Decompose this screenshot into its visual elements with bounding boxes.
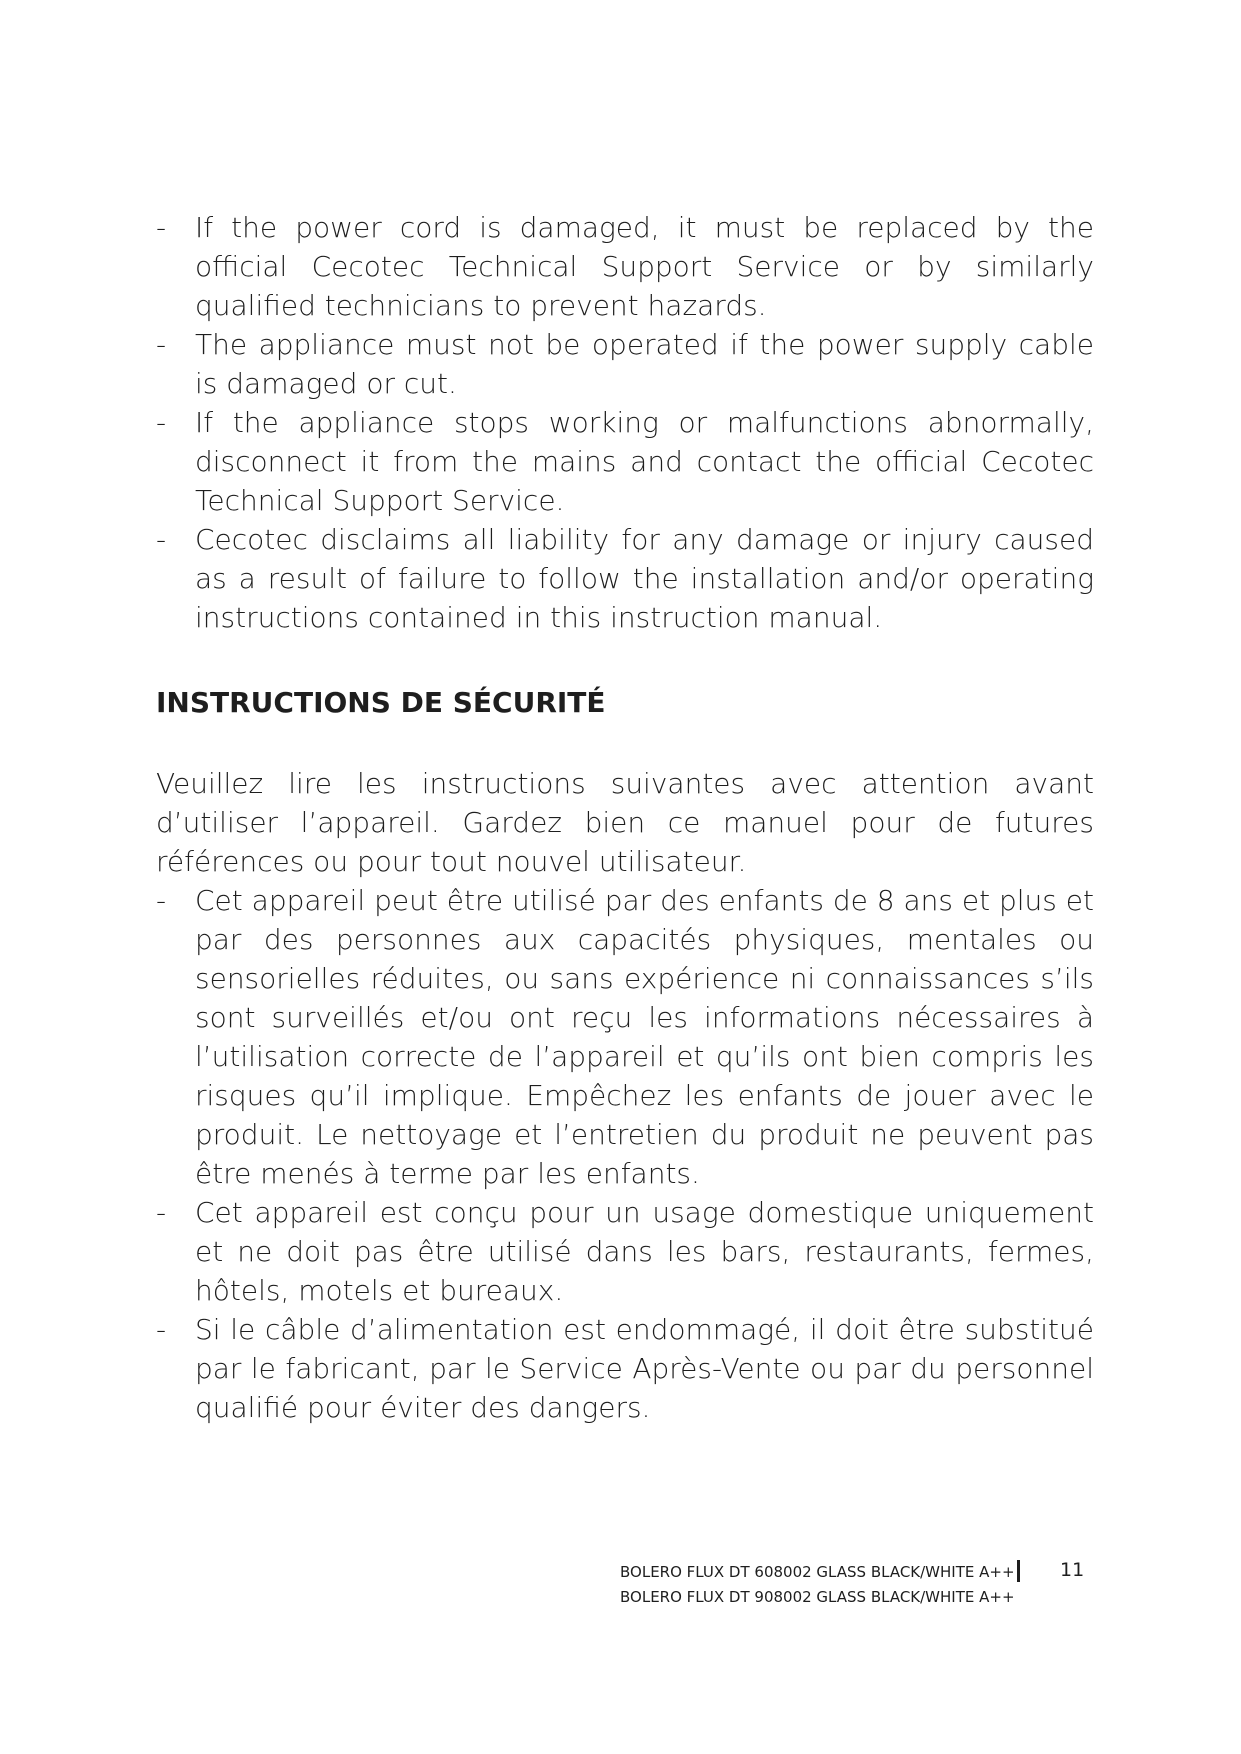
french-safety-list <box>156 881 1094 1427</box>
bullet-text: The appliance must not be operated if the power supply cable is damaged or cut. <box>195 328 1094 400</box>
bullet-dash: - <box>156 884 167 917</box>
french-bullet-power-cable <box>156 1310 1094 1427</box>
french-bullet-domestic-use <box>156 1193 1094 1310</box>
bullet-text: Si le câble d’alimentation est endommagé, il doit être substitué par le fabricant, par le Service Après-Vente ou par du personnel qualifié pour éviter des dangers. <box>195 1313 1094 1424</box>
english-bullet-malfunction <box>156 403 1094 520</box>
section-intro: Veuillez lire les instructions suivantes avec attention avant d’utiliser l’appareil. Gardez bien ce manuel pour de futures références ou pour tout nouvel utilisateur. <box>156 767 1094 878</box>
bullet-text: If the appliance stops working or malfunctions abnormally, disconnect it from the mains and contact the official Cecotec Technical Support Service. <box>195 406 1094 517</box>
footer-separator <box>1017 1560 1020 1582</box>
bullet-text: Cecotec disclaims all liability for any damage or injury caused as a result of failure to follow the installation and/or operating instructions contained in this instruction manual. <box>195 523 1094 634</box>
page-content <box>156 208 1094 1427</box>
page-number: 11 <box>1060 1559 1085 1581</box>
bullet-dash: - <box>156 211 167 244</box>
bullet-text: Cet appareil est conçu pour un usage domestique uniquement et ne doit pas être utilisé dans les bars, restaurants, fermes, hôtels, motels et bureaux. <box>195 1196 1094 1307</box>
bullet-text: If the power cord is damaged, it must be replaced by the official Cecotec Technical Support Service or by similarly qualified technicians to prevent hazards. <box>195 211 1094 322</box>
english-bullet-power-cord <box>156 208 1094 325</box>
bullet-dash: - <box>156 1196 167 1229</box>
english-bullet-supply-cable <box>156 325 1094 403</box>
footer-model-line-2: BOLERO FLUX DT 908002 GLASS BLACK/WHITE A++ <box>620 1588 1015 1606</box>
bullet-dash: - <box>156 523 167 556</box>
bullet-text: Cet appareil peut être utilisé par des enfants de 8 ans et plus et par des personnes aux capacités physiques, mentales ou sensorielles réduites, ou sans expérience ni connaissances s’ils sont surveillés et/ou ont reçu les informations nécessaires à l’utilisation correcte de l’appareil et qu’ils ont bien compris les risques qu’il implique. Empêchez les enfants de jouer avec le produit. Le nettoyage et l’entretien du produit ne peuvent pas être menés à terme par les enfants. <box>195 884 1094 1190</box>
bullet-dash: - <box>156 406 167 439</box>
footer-model-line-1: BOLERO FLUX DT 608002 GLASS BLACK/WHITE A++ <box>620 1563 1015 1581</box>
bullet-dash: - <box>156 1313 167 1346</box>
footer-model-names <box>620 1560 1015 1610</box>
section-heading: INSTRUCTIONS DE SÉCURITÉ <box>156 686 606 719</box>
bullet-dash: - <box>156 328 167 361</box>
english-safety-list <box>156 208 1094 637</box>
english-bullet-liability <box>156 520 1094 637</box>
french-bullet-children <box>156 881 1094 1193</box>
